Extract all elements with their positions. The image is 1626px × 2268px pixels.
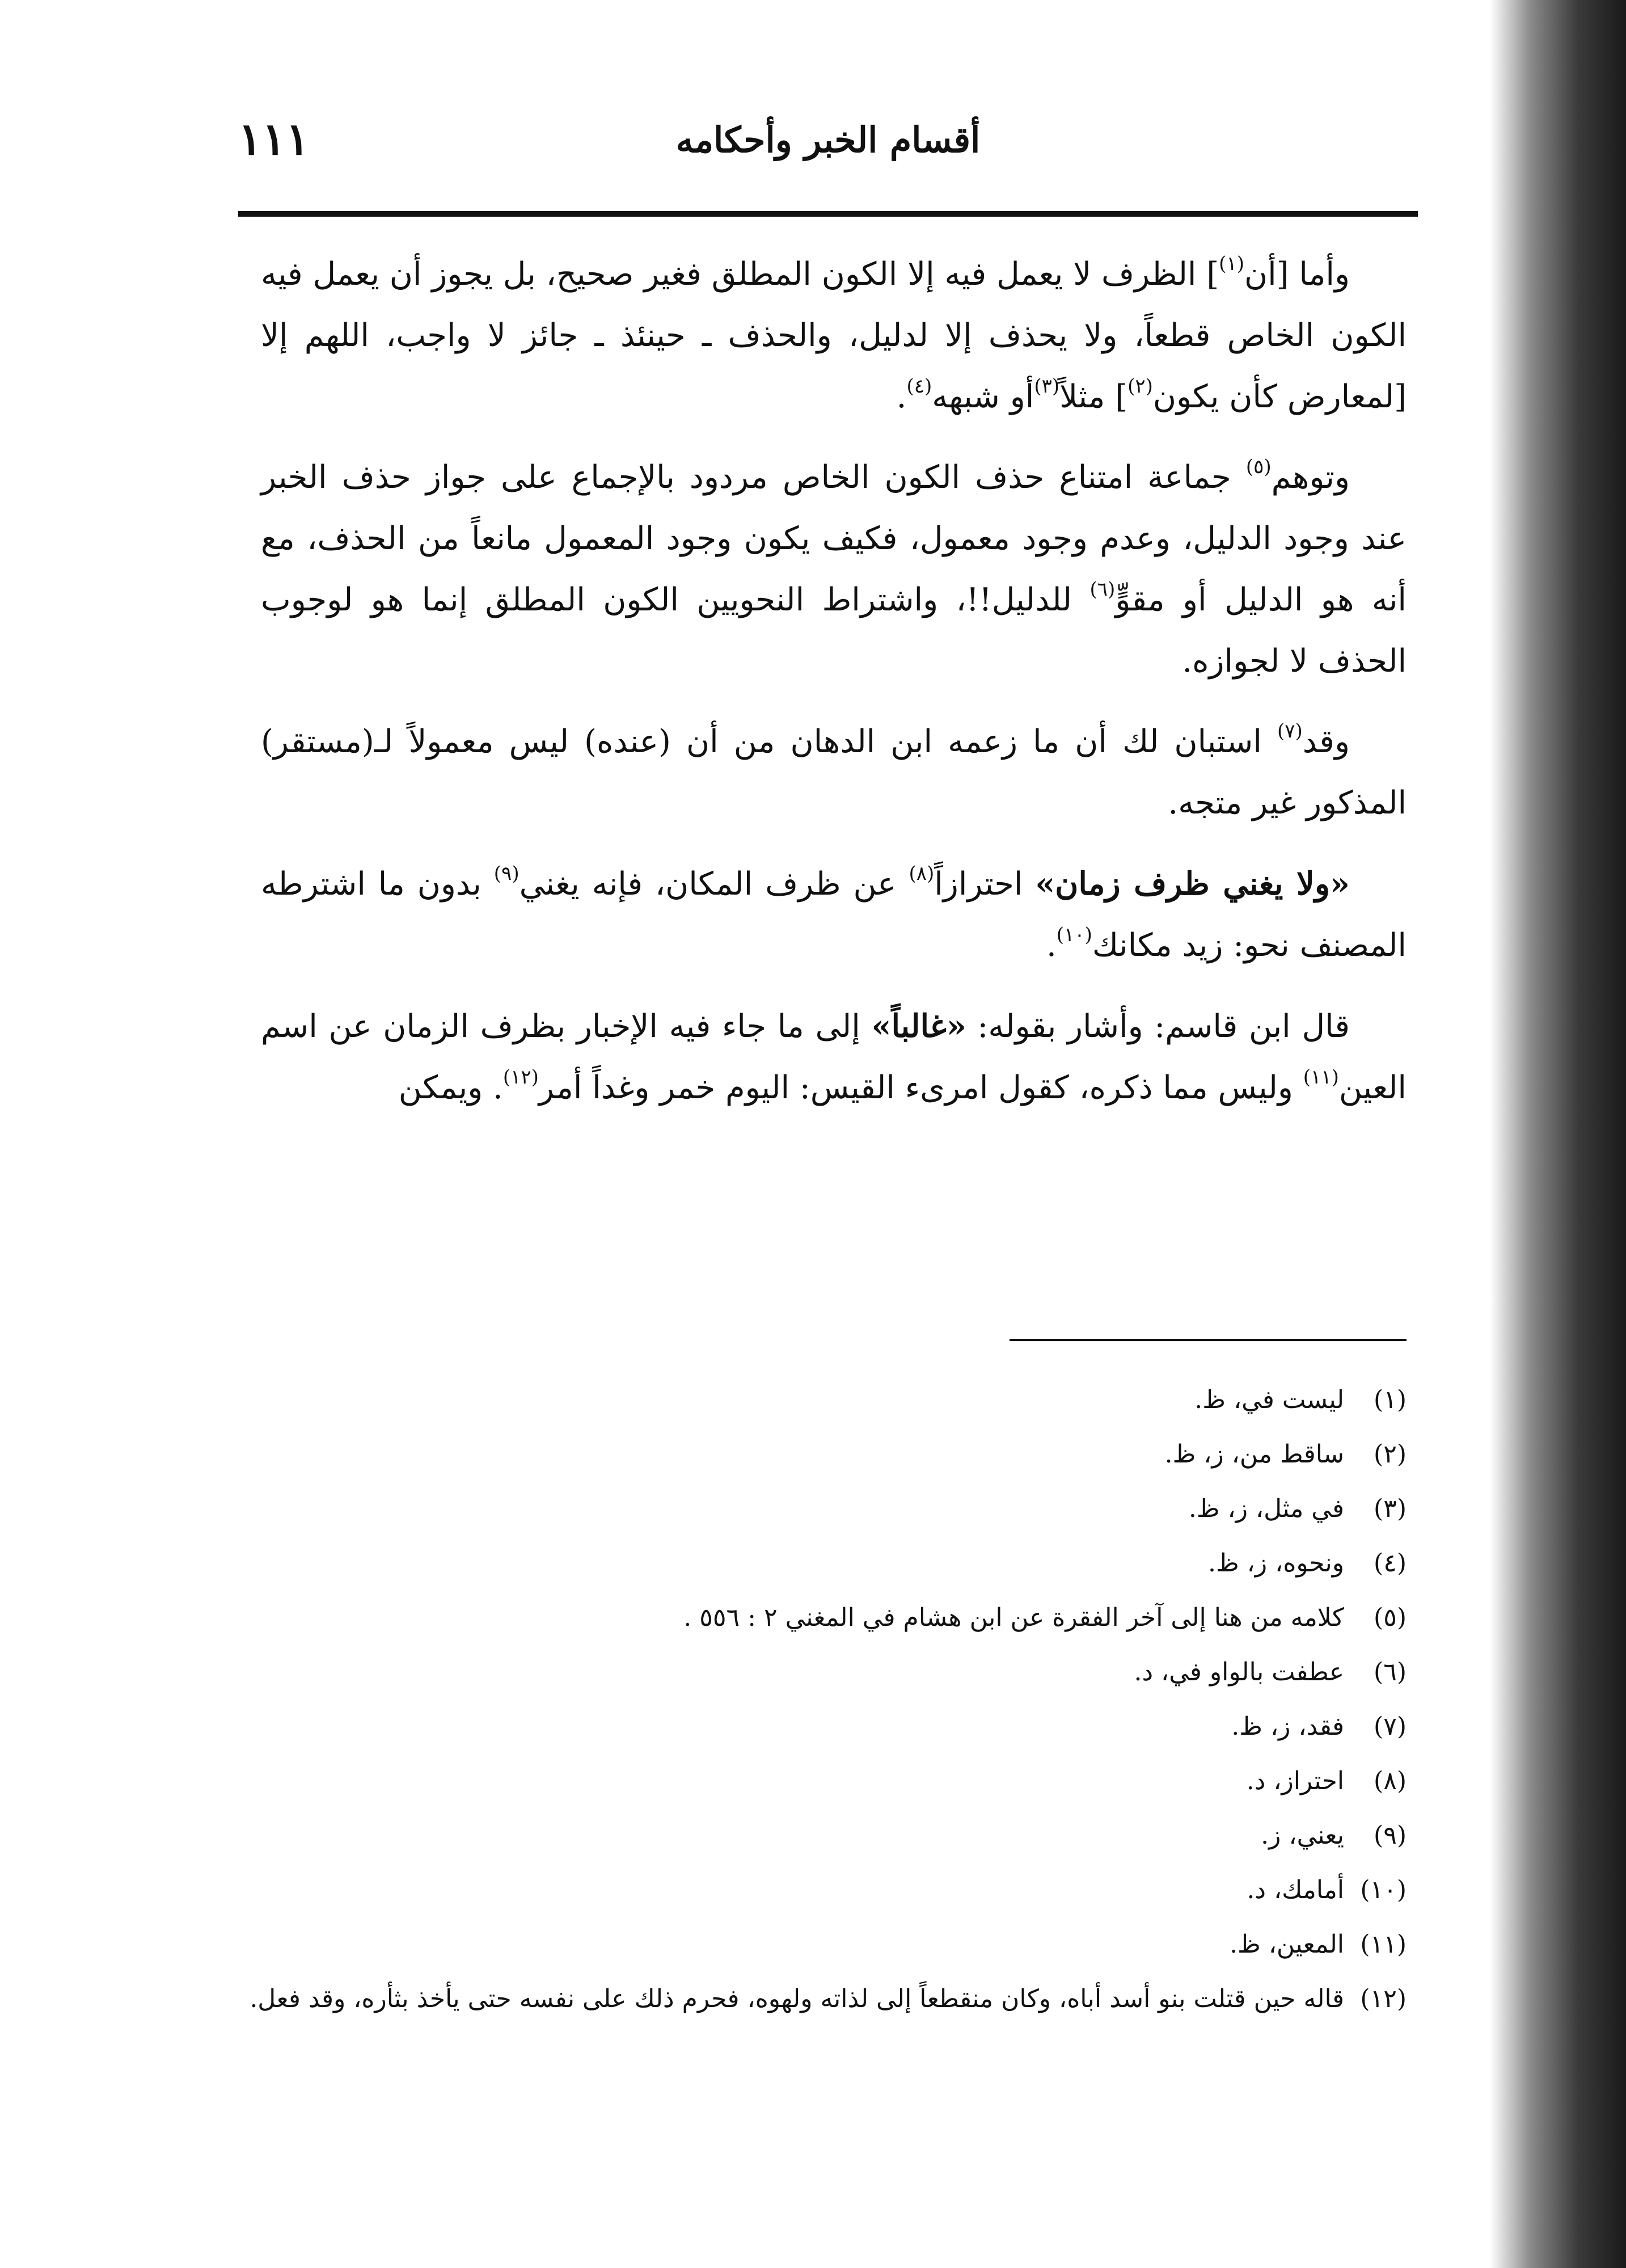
text-run: ] مثلاً (1059, 378, 1128, 415)
footnote-text: ساقط من، ز، ظ. (1164, 1440, 1344, 1469)
footnote-text: قاله حين قتلت بنو أسد أباه، وكان منقطعاً إلى لذاته ولهوه، فحرم ذلك على نفسه حتى يأخذ بثأره، وقد فعل. (250, 1984, 1344, 2013)
footnote-number: (٦) (1374, 1658, 1407, 1687)
scanned-page-edge (1490, 0, 1626, 2268)
page-header (238, 102, 1418, 193)
footnote-ref[interactable]: (١٠) (1056, 924, 1092, 946)
footnote-ref[interactable]: (٤) (906, 375, 932, 398)
text-run: . (1046, 927, 1057, 964)
footnote-text: ليست في، ظ. (1194, 1385, 1344, 1414)
text-run: . (896, 378, 907, 415)
footnote-number: (١٠) (1360, 1875, 1407, 1904)
paragraph-2 (261, 447, 1407, 692)
text-run: إلى ما جاء فيه الإخبار بظرف الزمان عن اسم العين (261, 1008, 1407, 1106)
footnote-number: (٢) (1374, 1440, 1407, 1469)
footnote-ref[interactable]: (٣) (1034, 375, 1060, 398)
footnote-item (238, 1863, 1407, 1917)
text-run: بدون ما اشترطه المصنف نحو: زيد مكانك (261, 866, 1407, 964)
footnote-ref[interactable]: (٢) (1127, 375, 1153, 398)
text-run: وتوهم (1271, 459, 1350, 496)
paragraph-5 (261, 996, 1407, 1119)
text-run: أو شبهه (932, 378, 1034, 415)
footnote-ref[interactable]: (٦) (1089, 578, 1116, 601)
footnote-text: فقد، ز، ظ. (1231, 1712, 1344, 1741)
text-run: للدليل!!، واشتراط النحويين الكون المطلق إنما هو لوجوب الحذف لا لجوازه. (261, 581, 1407, 680)
footnote-ref[interactable]: (١) (1219, 252, 1244, 275)
footnote-item (238, 1482, 1407, 1536)
footnote-number: (٥) (1374, 1603, 1407, 1632)
quoted-text: «غالباً» (871, 1007, 966, 1045)
text-run: استبان لك أن ما زعمه ابن الدهان من أن (عنده) ليس معمولاً لـ(مستقر) المذكور غير متجه. (261, 723, 1407, 821)
footnote-text: أمامك، د. (1247, 1875, 1344, 1904)
footnote-item (238, 1591, 1407, 1645)
footnote-text: المعين، ظ. (1230, 1930, 1344, 1959)
footnote-text: ونحوه، ز، ظ. (1208, 1549, 1344, 1578)
footnote-text: يعني، ز. (1261, 1821, 1344, 1850)
footnote-text: كلامه من هنا إلى آخر الفقرة عن ابن هشام في المغني ٢ : ٥٥٦ . (683, 1603, 1344, 1632)
footnote-ref[interactable]: (٧) (1277, 720, 1303, 743)
text-run: ] الظرف لا يعمل فيه إلا الكون المطلق فغير صحيح، بل يجوز أن يعمل فيه الكون الخاص قطعاً، ولا يحذف إلا لدليل، والحذف ـ حينئذ ـ جائز لا واجب، اللهم إلا [لمعارض كأن يكون (261, 256, 1407, 415)
text-run: عن ظرف المكان، فإنه يغني (519, 866, 897, 903)
footnote-ref[interactable]: (٥) (1245, 456, 1272, 478)
running-title: أقسام الخبر وأحكامه (675, 119, 981, 161)
footnote-item (238, 1754, 1407, 1809)
footnote-number: (٨) (1374, 1767, 1407, 1795)
footnote-item (238, 1427, 1407, 1482)
footnote-number: (٤) (1374, 1549, 1407, 1578)
text-run: جماعة امتناع حذف الكون الخاص مردود بالإجماع على جواز حذف الخبر عند وجود الدليل، وعدم وجود معمول، فكيف يكون وجود المعمول مانعاً من الحذف، مع أنه هو الدليل أو مقوٍّ (261, 459, 1407, 618)
footnote-item (238, 1536, 1407, 1591)
text-run: وأما [أن (1244, 256, 1350, 293)
text-run: احترازاً (934, 866, 1023, 903)
footnote-number: (٣) (1374, 1494, 1407, 1523)
paragraph-1 (261, 244, 1407, 428)
footnote-ref[interactable]: (٨) (909, 862, 935, 885)
footnote-ref[interactable]: (٩) (493, 862, 520, 885)
paragraph-3 (261, 711, 1407, 834)
footnote-ref[interactable]: (١٢) (502, 1066, 539, 1089)
main-text (261, 244, 1407, 1138)
footnote-number: (١) (1374, 1385, 1407, 1414)
footnote-text: في مثل، ز، ظ. (1188, 1494, 1344, 1523)
footnote-item (238, 1809, 1407, 1863)
paragraph-4 (261, 853, 1407, 976)
footnote-item (238, 1700, 1407, 1754)
footnote-item (238, 1645, 1407, 1700)
header-rule (238, 211, 1418, 217)
footnote-item (238, 1972, 1407, 2026)
footnote-number: (٧) (1374, 1712, 1407, 1741)
footnote-separator (1010, 1339, 1407, 1341)
text-run: وليس مما ذكره، كقول امرىء القيس: اليوم خمر وغداً أمر (538, 1069, 1293, 1106)
footnote-text: عطفت بالواو في، د. (1134, 1658, 1344, 1687)
footnotes-list (238, 1373, 1407, 2026)
text-run: قال ابن قاسم: وأشار بقوله: (977, 1008, 1350, 1045)
quoted-text: «ولا يغني ظرف زمان» (1035, 865, 1350, 903)
footnote-number: (٩) (1374, 1821, 1407, 1850)
footnote-item (238, 1373, 1407, 1427)
text-run: . ويمكن (398, 1069, 503, 1106)
footnote-number: (١١) (1360, 1930, 1407, 1959)
footnote-text: احتراز، د. (1246, 1767, 1344, 1795)
text-run: وقد (1302, 723, 1350, 760)
footnote-number: (١٢) (1360, 1984, 1407, 2013)
footnote-item (238, 1917, 1407, 1972)
footnote-ref[interactable]: (١١) (1303, 1066, 1339, 1089)
page-number: ١١١ (238, 113, 310, 165)
